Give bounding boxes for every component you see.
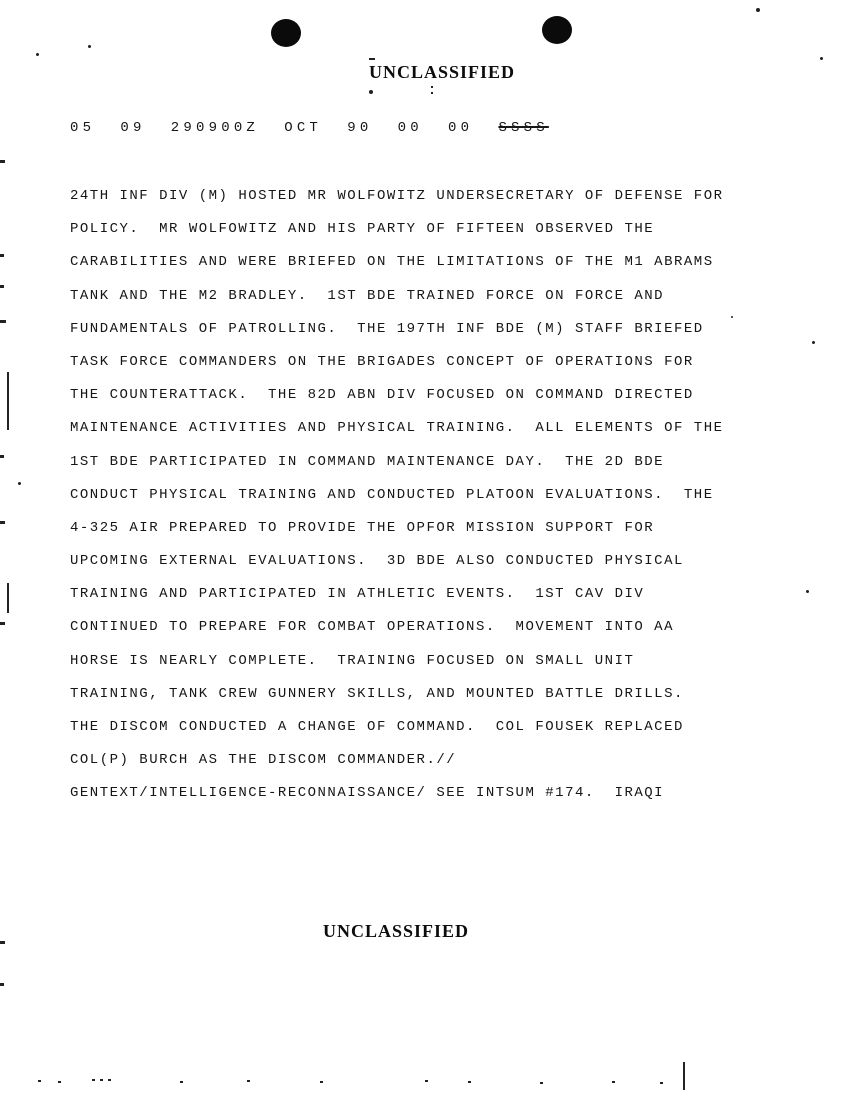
scan-artifact	[369, 90, 373, 94]
body-line: CARABILITIES AND WERE BRIEFED ON THE LIMITATIONS OF THE M1 ABRAMS	[70, 254, 714, 271]
scan-artifact	[468, 1081, 471, 1083]
scan-artifact	[731, 316, 733, 318]
scan-artifact	[7, 372, 9, 430]
body-line: FUNDAMENTALS OF PATROLLING. THE 197TH INF BDE (M) STAFF BRIEFED	[70, 320, 704, 337]
body-line: GENTEXT/INTELLIGENCE-RECONNAISSANCE/ SEE INTSUM #174. IRAQI	[70, 785, 665, 802]
header-fields: 05 09 290900Z OCT 90 00 00	[70, 120, 499, 136]
struck-text: SSSS	[498, 120, 549, 136]
body-line: TANK AND THE M2 BRADLEY. 1ST BDE TRAINED FORCE ON FORCE AND	[70, 287, 665, 304]
scan-artifact	[0, 941, 5, 944]
scan-artifact	[88, 45, 91, 48]
scan-artifact	[540, 1082, 543, 1084]
scan-artifact	[7, 583, 9, 613]
body-line: THE COUNTERATTACK. THE 82D ABN DIV FOCUSED ON COMMAND DIRECTED	[70, 387, 694, 404]
body-text	[70, 180, 780, 811]
scan-artifact	[812, 341, 815, 344]
body-line: TRAINING AND PARTICIPATED IN ATHLETIC EVENTS. 1ST CAV DIV	[70, 586, 645, 603]
scan-artifact	[108, 1079, 111, 1081]
body-line: THE DISCOM CONDUCTED A CHANGE OF COMMAND. COL FOUSEK REPLACED	[70, 719, 684, 735]
scan-artifact	[320, 1081, 323, 1083]
body-line: HORSE IS NEARLY COMPLETE. TRAINING FOCUSED ON SMALL UNIT	[70, 652, 635, 669]
message-header-line	[70, 120, 549, 136]
scan-artifact	[431, 92, 433, 94]
punch-hole-mark	[271, 19, 301, 47]
body-line: UPCOMING EXTERNAL EVALUATIONS. 3D BDE ALSO CONDUCTED PHYSICAL	[70, 553, 684, 570]
scan-artifact	[820, 57, 823, 60]
scan-artifact	[0, 622, 5, 625]
scan-artifact	[683, 1062, 685, 1090]
body-line: MAINTENANCE ACTIVITIES AND PHYSICAL TRAINING. ALL ELEMENTS OF THE	[70, 420, 724, 437]
body-line: TRAINING, TANK CREW GUNNERY SKILLS, AND MOUNTED BATTLE DRILLS.	[70, 685, 684, 702]
classification-header: UNCLASSIFIED	[369, 62, 516, 82]
body-line: TASK FORCE COMMANDERS ON THE BRIGADES CONCEPT OF OPERATIONS FOR	[70, 353, 694, 370]
punch-hole-mark	[542, 16, 572, 44]
scan-artifact	[0, 285, 4, 288]
scan-artifact	[0, 160, 5, 163]
scan-artifact	[425, 1080, 428, 1082]
scan-artifact	[36, 53, 39, 56]
body-line: 1ST BDE PARTICIPATED IN COMMAND MAINTENANCE DAY. THE 2D BDE	[70, 453, 665, 470]
scan-artifact	[612, 1081, 615, 1083]
scan-artifact	[92, 1079, 95, 1081]
scan-artifact	[0, 254, 4, 257]
body-line: COL(P) BURCH AS THE DISCOM COMMANDER.//	[70, 752, 457, 769]
body-line: 24TH INF DIV (M) HOSTED MR WOLFOWITZ UNDERSECRETARY OF DEFENSE FOR	[70, 188, 724, 204]
scan-artifact	[806, 590, 809, 593]
body-line: POLICY. MR WOLFOWITZ AND HIS PARTY OF FIFTEEN OBSERVED THE	[70, 221, 655, 238]
scan-artifact	[180, 1081, 183, 1083]
scan-artifact	[0, 320, 6, 323]
body-line: 4-325 AIR PREPARED TO PROVIDE THE OPFOR MISSION SUPPORT FOR	[70, 519, 655, 536]
scan-artifact	[0, 521, 5, 524]
body-line: CONDUCT PHYSICAL TRAINING AND CONDUCTED PLATOON EVALUATIONS. THE	[70, 486, 714, 503]
scan-artifact	[0, 983, 4, 986]
scan-artifact	[431, 86, 433, 88]
scan-artifact	[18, 482, 21, 485]
scan-artifact	[100, 1079, 103, 1081]
scan-artifact	[58, 1081, 61, 1083]
scan-artifact	[38, 1080, 41, 1082]
scan-artifact	[247, 1080, 250, 1082]
scan-artifact	[0, 455, 4, 458]
scan-artifact	[756, 8, 760, 12]
body-line: CONTINUED TO PREPARE FOR COMBAT OPERATIONS. MOVEMENT INTO AA	[70, 619, 674, 636]
scan-artifact	[660, 1082, 663, 1084]
classification-footer: UNCLASSIFIED	[323, 921, 470, 941]
scan-artifact	[369, 58, 375, 60]
